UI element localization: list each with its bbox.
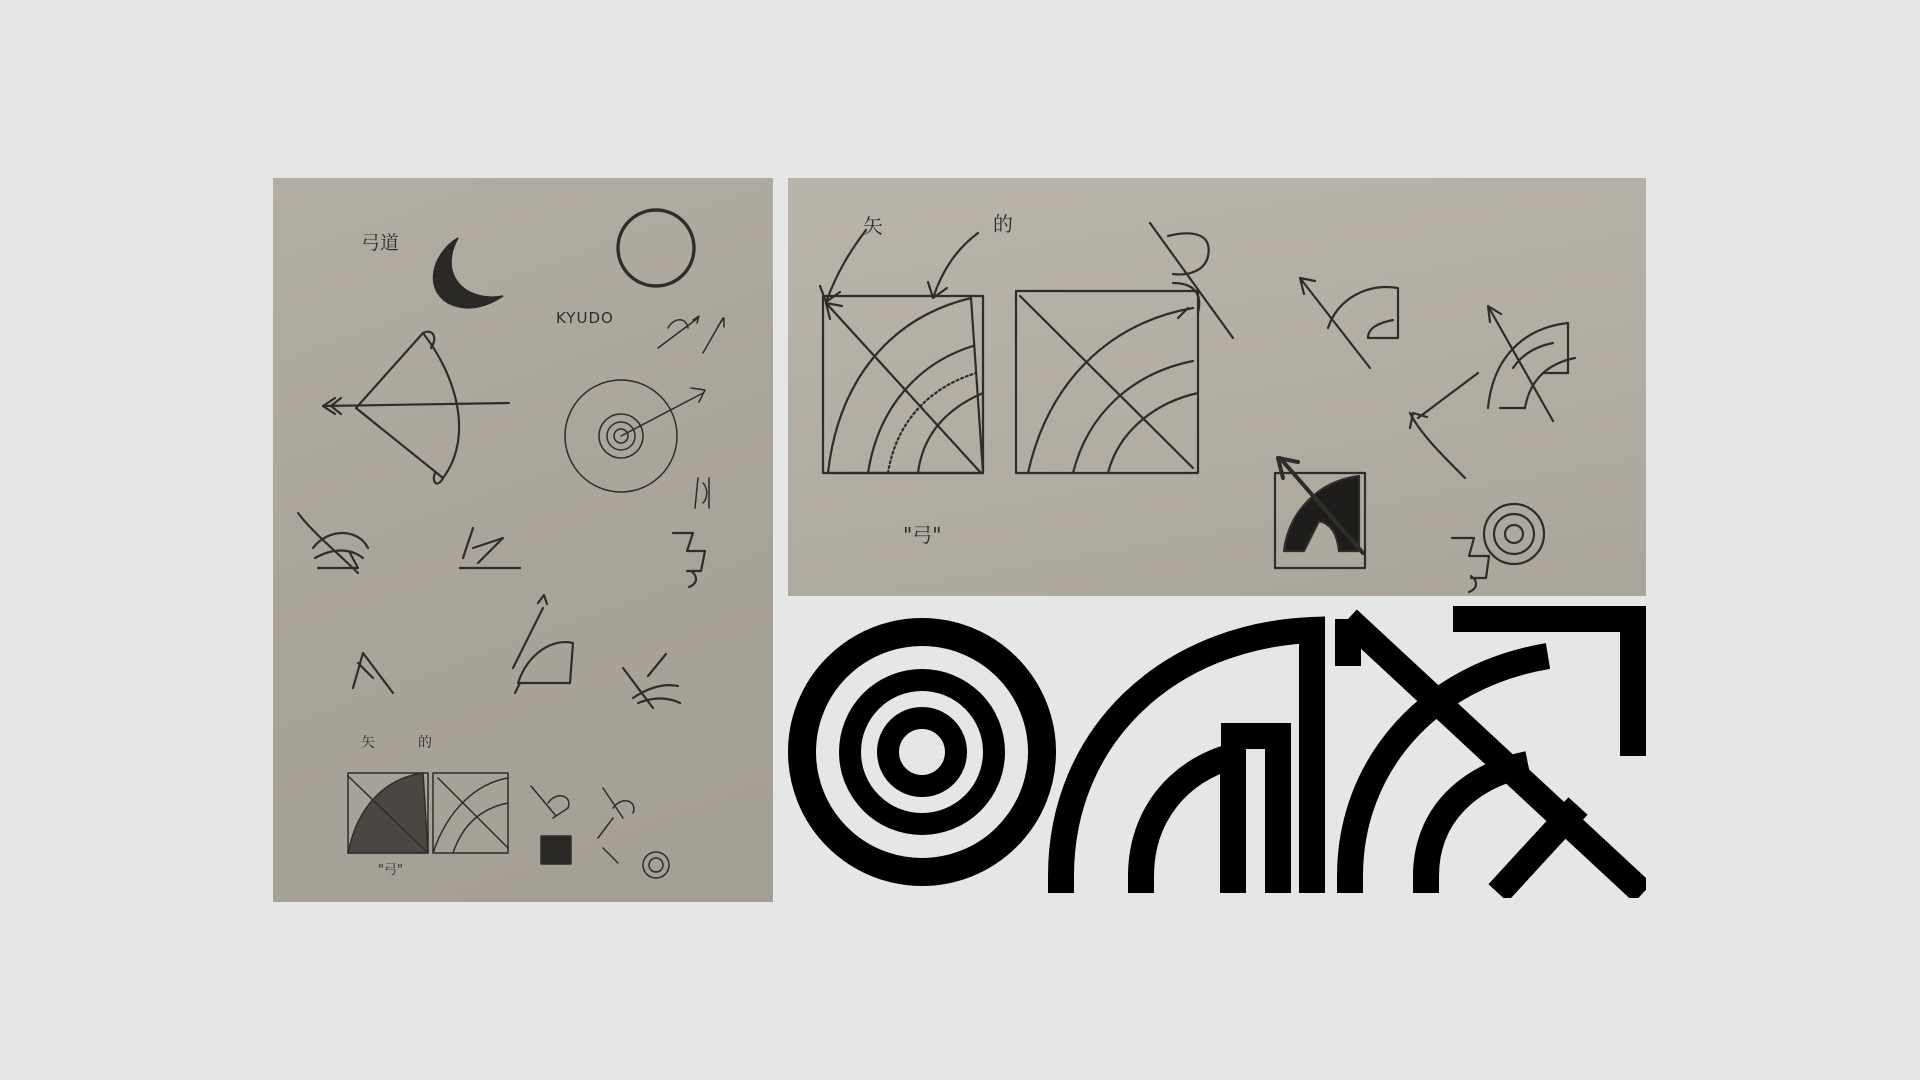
arrow-logo-icon	[1348, 619, 1643, 893]
logo-svg	[788, 606, 1646, 898]
misc-shape-sketches	[298, 513, 680, 708]
quote-kanji-label-right: "弓"	[903, 523, 942, 547]
square-logo-sketch-1	[823, 296, 983, 473]
sketch-sheet-left	[273, 178, 773, 902]
small-logo-sketch	[1275, 458, 1365, 568]
bow-logo-icon	[1061, 630, 1312, 893]
quote-kanji-label: "弓"	[378, 863, 403, 878]
target-arrow-sketch	[565, 380, 705, 492]
arrow-kanji-label-right: 矢	[863, 214, 883, 238]
kyudo-kanji-label: 弓道	[361, 232, 400, 254]
enso-circle-icon	[618, 210, 694, 286]
crescent-brush-icon	[434, 238, 503, 308]
target-kanji-label-right: 的	[993, 212, 1013, 236]
target-logo-icon	[802, 632, 1042, 872]
square-logo-sketch-2	[1016, 223, 1233, 473]
arrow-logo-sketches	[1300, 278, 1575, 478]
kyudo-label: KYUDO	[556, 309, 614, 327]
arrow-kanji-label: 矢	[361, 735, 375, 751]
final-logo-marks	[788, 606, 1646, 898]
arrow-pointer-sketches	[820, 230, 978, 302]
sketch-sheet-right	[788, 178, 1646, 596]
bow-arrow-sketch	[323, 332, 509, 484]
target-sketch	[1484, 504, 1544, 564]
target-kanji-label: 的	[418, 735, 432, 751]
